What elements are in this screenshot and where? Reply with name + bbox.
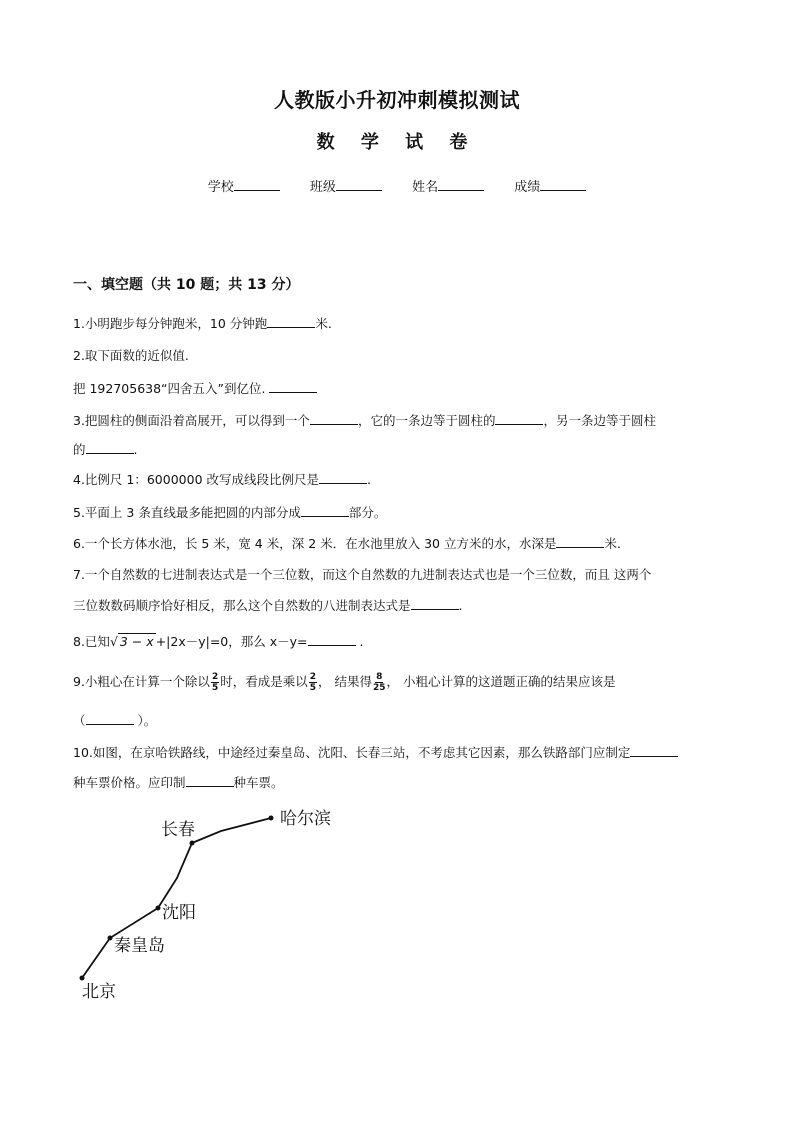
answer-blank[interactable]: [630, 743, 678, 757]
question-1: [73, 314, 723, 334]
question-text: .: [355, 634, 364, 649]
score-field[interactable]: [514, 176, 586, 195]
question-text: 3.把圆柱的侧面沿着高展开，可以得到一个: [73, 413, 310, 428]
question-text: 部分。: [348, 505, 387, 520]
question-10: [73, 743, 723, 763]
question-text: 8.已知: [73, 634, 110, 649]
fraction-numerator: 8: [376, 672, 383, 682]
station-dot: [269, 816, 274, 821]
question-9-cont: [73, 711, 723, 731]
school-label: 学校: [207, 180, 234, 195]
question-text: 种车票。: [233, 775, 284, 790]
class-label: 班级: [309, 180, 336, 195]
station-label-shenyang: 沈阳: [162, 903, 196, 923]
score-label: 成绩: [514, 180, 541, 195]
page-title: 人教版小升初冲刺模拟测试: [274, 88, 520, 112]
station-dot: [80, 976, 85, 981]
fraction: [309, 672, 317, 693]
answer-blank[interactable]: [556, 534, 604, 548]
question-text: 4.比例尺 1：6000000 改写成线段比例尺是: [73, 472, 319, 487]
class-blank[interactable]: [336, 178, 382, 191]
station-dot: [156, 906, 161, 911]
answer-blank[interactable]: [269, 379, 317, 393]
fraction: [211, 672, 219, 693]
answer-blank[interactable]: [310, 411, 358, 425]
question-text: 把 192705638“四舍五入”到亿位.: [73, 381, 266, 396]
name-field[interactable]: [412, 176, 484, 195]
question-text: .: [367, 472, 371, 487]
page-subtitle: 数 学 试 卷: [316, 132, 478, 153]
fraction-numerator: 2: [211, 672, 219, 682]
answer-blank[interactable]: [86, 711, 134, 725]
school-blank[interactable]: [234, 178, 280, 191]
section-title: 一、填空题（共 10 题；共 13 分）: [73, 277, 300, 293]
question-text: +|2x－y|=0，那么 x－y=: [155, 634, 308, 649]
fraction-denominator: 5: [211, 683, 219, 693]
question-text: 的: [73, 442, 86, 457]
answer-blank[interactable]: [186, 773, 234, 787]
question-8: [73, 632, 723, 652]
station-dot: [108, 936, 113, 941]
question-text: （: [73, 713, 86, 728]
answer-blank[interactable]: [308, 632, 356, 646]
question-10-cont: [73, 773, 723, 793]
question-text: .: [458, 598, 463, 613]
class-field[interactable]: [310, 176, 382, 195]
answer-blank[interactable]: [86, 440, 134, 454]
question-7-line1: 7.一个自然数的七进制表达式是一个三位数，而这个自然数的九进制表达式也是一个三位数，而且 这两个: [73, 567, 652, 582]
fraction-numerator: 2: [309, 672, 316, 682]
school-field[interactable]: [208, 176, 280, 195]
sqrt-radicand: 3 − x: [119, 634, 154, 649]
sqrt-expression: √ 3 − x: [109, 634, 154, 649]
question-text: 种车票价格。应印制: [73, 775, 186, 790]
question-text: ， 小粗心计算的这道题正确的结果应该是: [386, 674, 616, 689]
fraction-denominator: 5: [309, 683, 316, 693]
railway-map: [70, 800, 370, 1010]
question-text: 5.平面上 3 条直线最多能把圆的内部分成: [73, 505, 301, 520]
question-text: ，另一条边等于圆柱: [543, 413, 656, 428]
question-2-line2: [73, 379, 723, 399]
answer-blank[interactable]: [411, 596, 459, 610]
answer-blank[interactable]: [301, 503, 349, 517]
answer-blank[interactable]: [267, 314, 315, 328]
answer-blank[interactable]: [319, 470, 367, 484]
fraction: [373, 672, 386, 693]
question-text: 9.小粗心在计算一个除以: [73, 674, 210, 689]
question-3: [73, 411, 723, 431]
station-label-beijing: 北京: [82, 982, 116, 1002]
station-label-harbin: 哈尔滨: [280, 809, 331, 829]
question-6: [73, 534, 723, 554]
name-blank[interactable]: [438, 178, 484, 191]
question-text: ， 结果得: [317, 674, 372, 689]
question-4: [73, 470, 723, 490]
question-7-line2: [73, 596, 723, 616]
question-text: ）。: [133, 713, 157, 728]
question-text: ，它的一条边等于圆柱的: [357, 413, 496, 428]
question-5: [73, 503, 723, 523]
railway-line: [82, 818, 271, 978]
question-9: [73, 672, 723, 693]
question-2-line1: 2.取下面数的近似值.: [73, 348, 189, 363]
question-text: 三位数数码顺序恰好相反，那么这个自然数的八进制表达式是: [73, 598, 411, 613]
station-label-qinhuangdao: 秦皇岛: [114, 936, 165, 956]
answer-blank[interactable]: [495, 411, 543, 425]
question-text: 10.如图，在京哈铁路线，中途经过秦皇岛、沈阳、长春三站，不考虑其它因素，那么铁路部门应制定: [73, 745, 631, 760]
score-blank[interactable]: [540, 178, 586, 191]
question-text: 1.小明跑步每分钟跑米，10 分钟跑: [73, 316, 268, 331]
question-text: 米.: [604, 536, 621, 551]
question-3-cont: [73, 440, 723, 460]
question-text: 时，看成是乘以: [220, 674, 308, 689]
fraction-denominator: 25: [372, 683, 386, 693]
question-text: 6.一个长方体水池，长 5 米，宽 4 米，深 2 米．在水池里放入 30 立方米的水，水深是: [73, 536, 557, 551]
question-text: 米.: [315, 316, 332, 331]
station-dot: [190, 841, 195, 846]
question-text: .: [133, 442, 138, 457]
student-info-row: [0, 176, 794, 195]
station-label-changchun: 长春: [161, 820, 195, 840]
name-label: 姓名: [412, 180, 439, 195]
